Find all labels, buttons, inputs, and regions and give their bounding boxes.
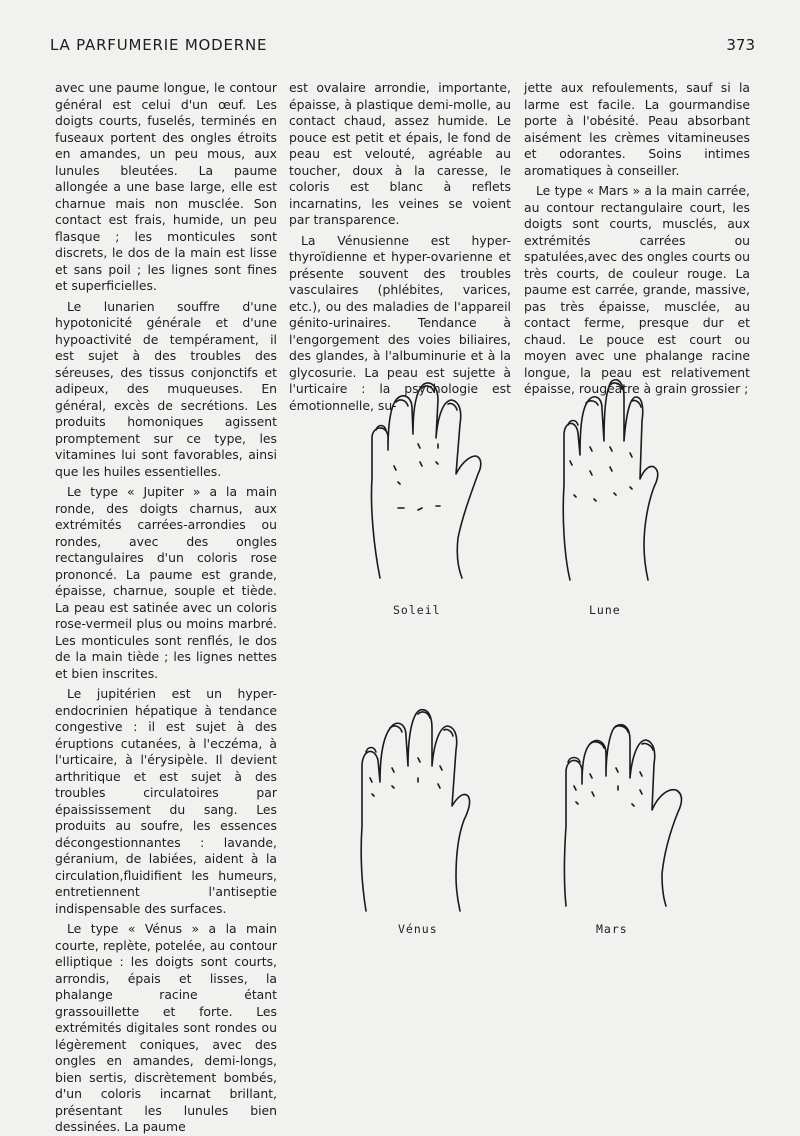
running-head bbox=[50, 36, 755, 58]
mars-hand-illustration bbox=[560, 716, 690, 916]
paragraph: Le lunarien souffre d'une hypotonicité générale et d'une hypoactivité de tempérament, il est sujet à des troubles des séreuses, des tissus conjonctifs et adipeux, des muqueuses. En général, excès de secrétions. Les produits homoniques agissent promptement sur ce type, les vitamines lui sont favorables, ainsi que les huiles essentielles. bbox=[55, 298, 277, 479]
paragraph: Le type « Mars » a la main carrée, au contour rectangulaire court, les doigts sont courts, musclés, aux extrémités carrées ou spatulées,avec des ongles courts ou très courts, de couleur rouge. La paume est carrée, grande, massive, pas très épaisse, musclée, au contact ferme, presque dur et chaud. Le pouce est court ou moyen avec une phalange racine longue, la peau est relativement épaisse, rougeâtre à grain grossier ; bbox=[524, 183, 750, 396]
lune-hand-illustration bbox=[556, 375, 666, 590]
text-column-3 bbox=[524, 80, 750, 398]
paragraph: Le type « Jupiter » a la main ronde, des doigts charnus, aux extrémités carrées-arrondies ou rondes, avec des ongles rectangulaires d'un coloris rose prononcé. La paume est grande, épaisse, charnue, souple et tiède. La peau est satinée avec un coloris rose-vermeil plus ou moins marbré. Les monticules sont renflés, le dos de la main tiède ; les lignes nettes et bien inscrites. bbox=[55, 484, 277, 681]
soleil-hand-illustration bbox=[358, 378, 498, 588]
text-column-1 bbox=[55, 80, 277, 1136]
paragraph: est ovalaire arrondie, importante, épaisse, à plastique demi-molle, au contact chaud, assez humide. Le pouce est petit et épais, le fond de peau est velouté, agréable au toucher, doux à la caresse, le coloris est blanc à reflets incarnatins, les veines se voient par transparence. bbox=[289, 80, 511, 227]
journal-title: LA PARFUMERIE MODERNE bbox=[50, 36, 268, 54]
venus-hand-illustration bbox=[356, 706, 476, 921]
paragraph: jette aux refoulements, sauf si la larme est facile. La gourmandise porte à l'obésité. Peau absorbant aisément les crèmes vitamineuses et odorantes. Soins intimes aromatiques à conseiller. bbox=[524, 80, 750, 178]
paragraph: avec une paume longue, le contour général est celui d'un œuf. Les doigts courts, fuselés, terminés en fuseaux portent des ongles étroits en amandes, un peu mous, aux lunules bleutées. La paume allongée a une base large, elle est charnue mais non musclée. Son contact est frais, humide, un peu flasque ; les monticules sont discrets, le dos de la main est lisse et sans poil ; les lignes sont fines et superficielles. bbox=[55, 80, 277, 293]
soleil-caption: Soleil bbox=[393, 603, 441, 617]
venus-caption: Vénus bbox=[398, 922, 438, 936]
text-column-2 bbox=[289, 80, 511, 414]
paragraph: La Vénusienne est hyper-thyroïdienne et hyper-ovarienne et présente souvent des troubles vasculaires (phlébites, varices, etc.), ou des maladies de l'appareil génito-urinaires. Tendance à l'engorgement des voies biliaires, des glandes, à l'albuminurie et à la glycosurie. La peau est sujette à l'urticaire : la psychologie est émotionnelle, su- bbox=[289, 232, 511, 413]
lune-caption: Lune bbox=[589, 603, 621, 617]
mars-caption: Mars bbox=[596, 922, 628, 936]
page-number: 373 bbox=[726, 36, 755, 54]
paragraph: Le jupitérien est un hyper-endocrinien hépatique à tendance congestive : il est sujet à des éruptions cutanées, à l'eczéma, à l'urticaire, à l'érysipèle. Il devient arthritique et est sujet à des troubles circulatoires par épaississement du sang. Les produits au soufre, les essences décongestionnantes : lavande, géranium, de labiées, aident à la circulation,fluidifient les humeurs, entretiennent l'antiseptie indispensable des surfaces. bbox=[55, 686, 277, 916]
paragraph: Le type « Vénus » a la main courte, replète, potelée, au contour elliptique : les doigts sont courts, arrondis, épais et lisses, la phalange racine étant grassouillette et forte. Les extrémités digitales sont rondes ou légèrement coniques, avec des ongles en amandes, demi-longs, bien sertis, discrètement bombés, d'un coloris incarnat brillant, présentant les lunules bien dessinées. La paume bbox=[55, 921, 277, 1134]
